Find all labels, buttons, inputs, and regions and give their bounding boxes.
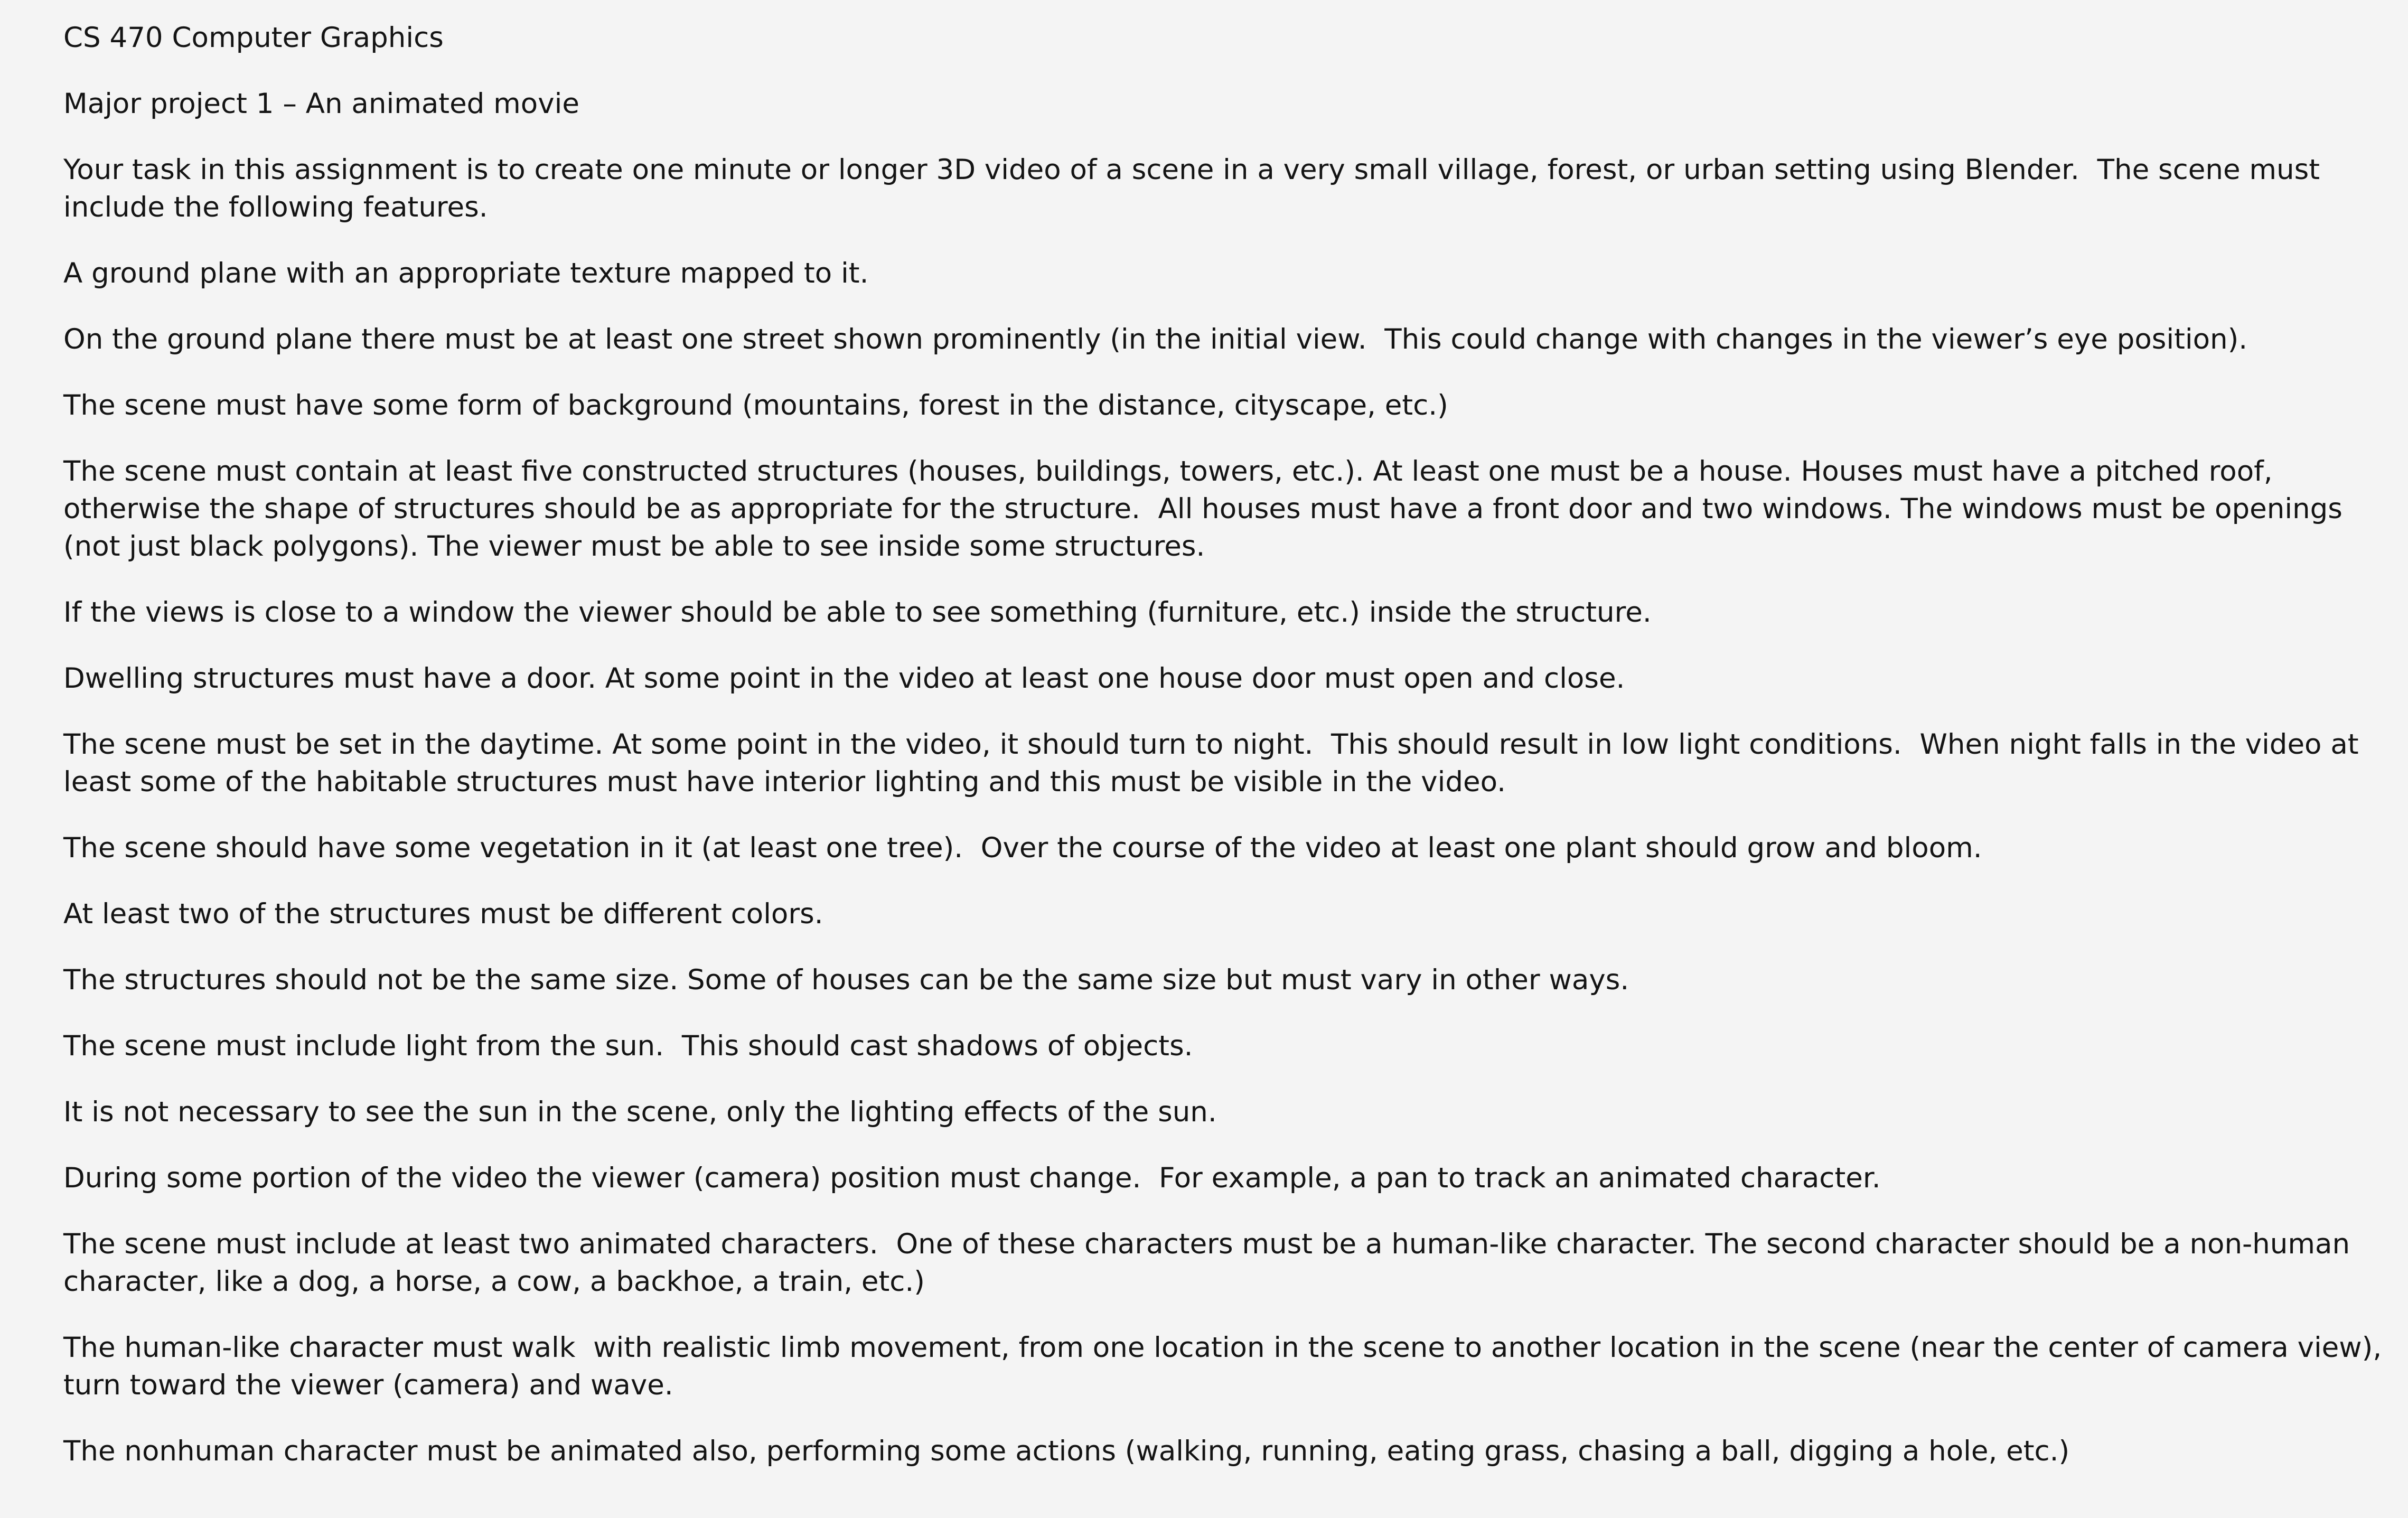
paragraph-nonhuman-character: The nonhuman character must be animated also, performing some actions (walking, running, eating grass, chasing a ball, digging a hole, etc.) <box>63 1435 2070 1467</box>
paragraph-camera: During some portion of the video the viewer (camera) position must change. For example, a pan to track an animated character. <box>63 1162 1881 1194</box>
course-title: CS 470 Computer Graphics <box>63 22 444 54</box>
paragraph-background: The scene must have some form of background (mountains, forest in the distance, cityscape, etc.) <box>63 389 1448 421</box>
paragraph-sunlight: The scene must include light from the sun. This should cast shadows of objects. <box>63 1030 1193 1062</box>
paragraph-characters: The scene must include at least two animated characters. One of these characters must be a human-like character. The second character should be a non-human character, like a dog, a horse, a cow, a backhoe, a train, etc.) <box>63 1228 2359 1298</box>
paragraph-ground-plane: A ground plane with an appropriate texture mapped to it. <box>63 257 869 289</box>
paragraph-vegetation: The scene should have some vegetation in it (at least one tree). Over the course of the video at least one plant should grow and bloom. <box>63 832 1982 864</box>
paragraph-human-character: The human-like character must walk with realistic limb movement, from one location in the scene to another location in the scene (near the center of camera view), turn toward the viewer (camera) and wave. <box>63 1332 2391 1401</box>
paragraph-colors: At least two of the structures must be different colors. <box>63 898 823 930</box>
paragraph-street: On the ground plane there must be at least one street shown prominently (in the initial view. This could change with changes in the viewer’s eye position). <box>63 323 2248 355</box>
paragraph-sizes: The structures should not be the same size. Some of houses can be the same size but must vary in other ways. <box>63 964 1629 996</box>
project-title: Major project 1 – An animated movie <box>63 88 579 120</box>
paragraph-door: Dwelling structures must have a door. At some point in the video at least one house door must open and close. <box>63 662 1625 695</box>
paragraph-task: Your task in this assignment is to create one minute or longer 3D video of a scene in a very small village, forest, or urban setting using Blender. The scene must include the following features. <box>63 154 2329 223</box>
paragraph-structures: The scene must contain at least five constructed structures (houses, buildings, towers, etc.). At least one must be a house. Houses must have a pitched roof, otherwise the shape of structures should be as appropriate for the structure. All houses must have a front door and two windows. The windows must be openings (not just black polygons). The viewer must be able to see inside some structures. <box>63 455 2351 563</box>
paragraph-day-night: The scene must be set in the daytime. At some point in the video, it should turn to night. This should result in low light conditions. When night falls in the video at least some of the habitable structures must have interior lighting and this must be visible in the video. <box>63 728 2368 798</box>
paragraph-sun-visibility: It is not necessary to see the sun in the scene, only the lighting effects of the sun. <box>63 1096 1217 1128</box>
document-page <box>63 0 2391 1518</box>
paragraph-window-view: If the views is close to a window the viewer should be able to see something (furniture, etc.) inside the structure. <box>63 596 1652 629</box>
